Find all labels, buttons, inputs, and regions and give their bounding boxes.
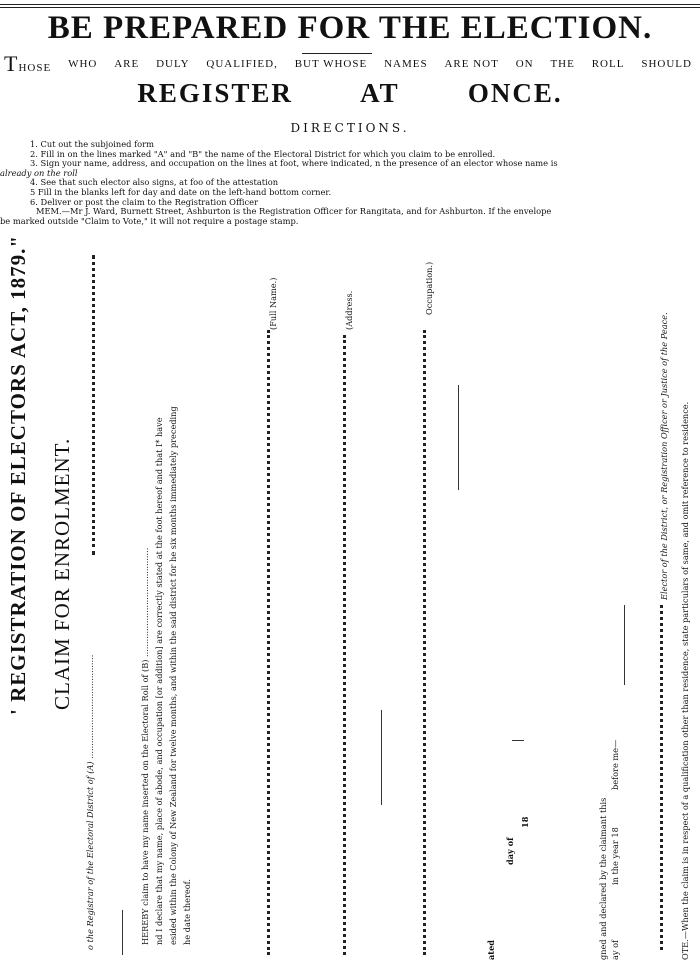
brace-mark [512,740,524,741]
subline-first [4,51,52,76]
signed-declared-line: gned and declared by the claimant this [598,797,608,960]
year-18-label: 18 [520,816,530,828]
directions-list [0,140,700,226]
claim-bracket [122,910,123,955]
subline-word: ARE [114,58,140,70]
direction-item: be marked outside "Claim to Vote," it will not require a postage stamp. [0,215,299,226]
occupation-label: Occupation.) [424,261,434,315]
full-name-label: (Full Name.) [268,277,278,330]
subline-word: QUALIFIED, [206,58,278,70]
top-rule [0,4,700,5]
claim-line-3: esided within the Colony of New Zealand for twelve months, and within the said district for he six months immediately preceding [168,406,178,945]
occupation-dotted-line [423,330,429,955]
claim-title: CLAIM FOR ENROLMENT. [50,437,74,710]
direction-item: 6. Deliver or post the claim to the Registration Officer [30,196,259,207]
subline-word: ARE NOT [444,58,499,70]
act-title: ' REGISTRATION OF ELECTORS ACT, 1879." [6,234,30,715]
register-heading: REGISTER AT ONCE. [137,78,563,108]
subline-word: SHOULD [641,58,692,70]
subline-word: THE [550,58,575,70]
claim-line-4: he date thereof. [182,878,192,945]
vertical-mark [381,710,382,805]
elector-line: Elector of the District, or Registration Officer or Justice of the Peace. [659,312,669,600]
subline [0,51,700,76]
elector-dotted-line [660,605,666,950]
note-line: OTE.—When the claim is in respect of a qualification other than residence, state particulars of same, and omit reference to residence. [680,401,690,960]
to-registrar-line: o the Registrar of the Electoral District of (A) ........................................ [85,654,95,950]
subline-word: NAMES [384,58,428,70]
subline-word: WHO [68,58,98,70]
headline-underline [302,53,372,54]
dropcap: T [4,51,19,76]
registrar-dotted-line [92,255,98,555]
in-the-year-line: in the year 18 [610,827,620,885]
signature-bracket [624,605,625,685]
direction-item: already on the roll [0,167,78,178]
subline-word: ON [515,58,534,70]
subline-word: BUT WHOSE [294,58,368,70]
subline-word: DULY [156,58,190,70]
direction-item: 4. See that such elector also signs, at foo of the attestation [30,177,279,188]
full-name-dotted-line [267,330,273,955]
headline: BE PREPARED FOR THE ELECTION. [47,10,653,46]
top-rule-inner [0,7,700,8]
direction-item: 2. Fill in on the lines marked "A" and "B" the name of the Electoral District for which you claim to be enrolled. [30,148,496,159]
direction-item: 5 Fill in the blanks left for day and date on the left-hand bottom corner. [30,186,332,197]
subline-word: HOSE [18,62,52,74]
direction-item: 1. Cut out the subjoined form [30,139,154,149]
direction-item: 3. Sign your name, address, and occupation on the lines at foot, where indicated, n the presence of an elector whose name is [30,158,558,169]
address-dotted-line [343,335,349,955]
direction-item: MEM.—Mr J. Ward, Burnett Street, Ashburton is the Registration Officer for Rangitata, and for Ashburton. If the envelope [36,206,552,217]
claim-line-2: nd I declare that my name, place of abode, and occupation [or addition] are correctly stated at the foot hereof and that I* have [154,417,164,945]
vertical-mark [458,385,459,490]
before-me-line: before me— [610,739,620,790]
address-label: (Address. [344,290,354,330]
directions-title: DIRECTIONS. [290,121,410,135]
claim-form [0,234,700,960]
day-of-label: day of [505,837,515,865]
claim-line-1: HEREBY claim to have my name inserted on the Electoral Roll of (B) .......................................... [140,547,150,945]
day-of-line: ay of [610,939,620,960]
dated-label: ated [486,939,496,960]
subline-word: ROLL [591,58,625,70]
